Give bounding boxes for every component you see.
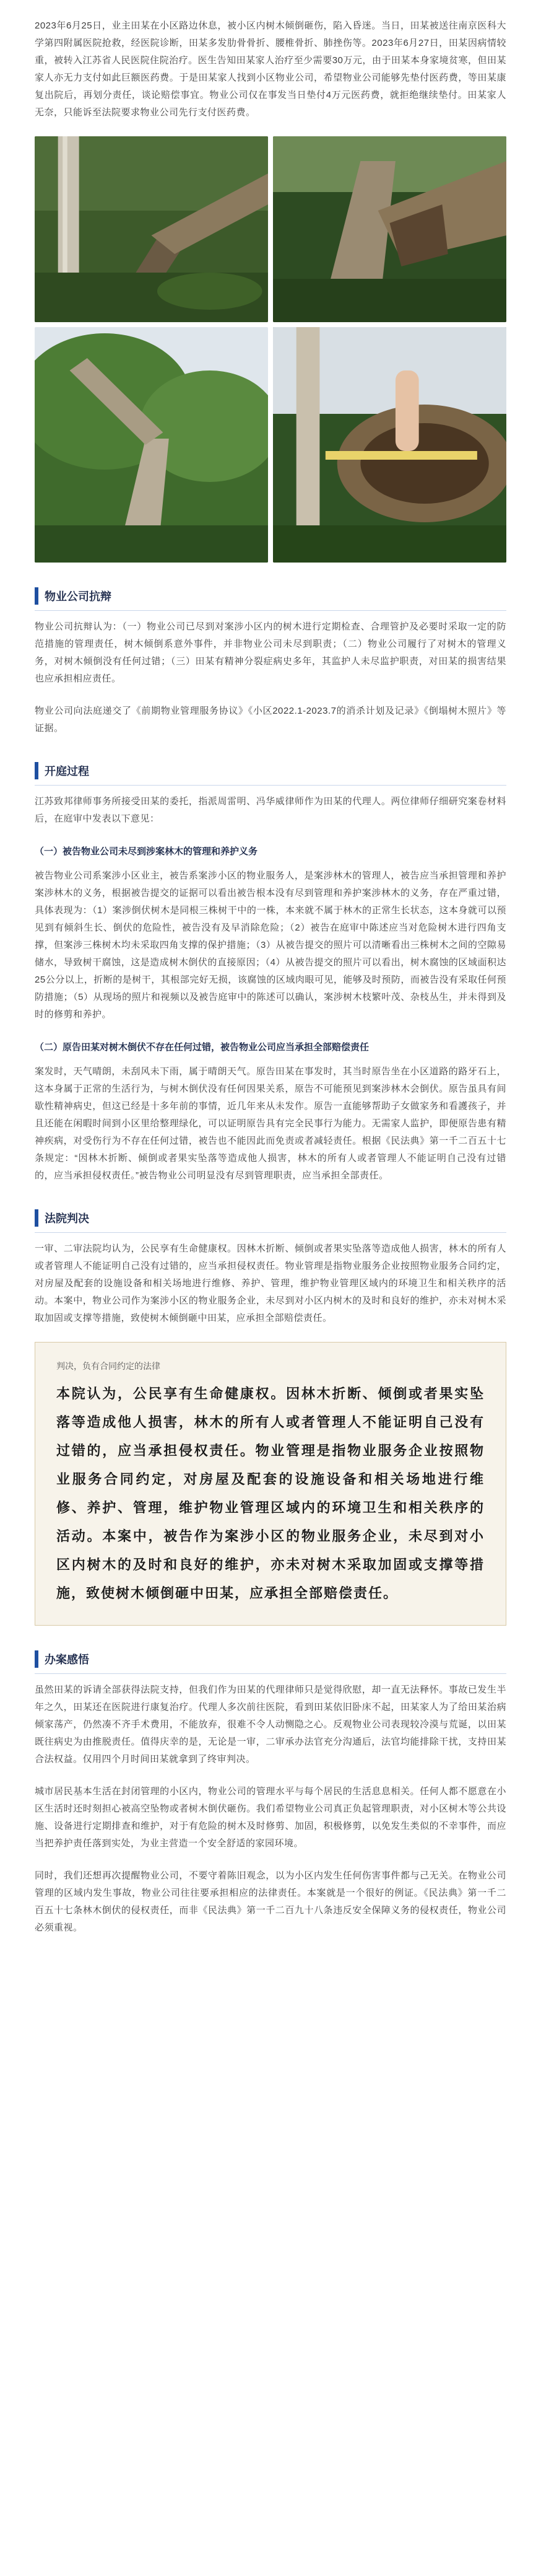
section-divider	[35, 785, 506, 786]
intro-paragraph: 2023年6月25日，业主田某在小区路边休息，被小区内树木倾倒砸伤，陷入昏迷。当日，田某被送往南京医科大学第四附属医院抢救，经医院诊断，田某多发肋骨骨折、腰椎骨折、肺挫伤等。2023年6月27日，田某因病情较重，被转入江苏省人民医院住院治疗。医生告知田某家人治疗至少需要30万元，由于田某本身家境贫寒，但田某家人亦无力支付如此巨额医药费。于是田某家人找到小区物业公司，希望物业公司能够先垫付医药费，等田某康复出院后，再划分责任，谈论赔偿事宜。物业公司仅在事发当日垫付4万元医药费，就拒绝继续垫付。田某家人无奈，只能诉至法院要求物业公司先行支付医药费。	[35, 20, 506, 118]
article	[0, 17, 541, 1976]
judgment-excerpt-text: 本院认为，公民享有生命健康权。因林木折断、倾倒或者果实坠落等造成他人损害，林木的所有人或者管理人不能证明自己没有过错的，应当承担侵权责任。物业管理是指物业服务企业按照物业服务合同约定，对房屋及配套的设施设备和相关场地进行维修、养护、管理，维护物业管理区域内的环境卫生和相关秩序的活动。本案中，被告作为案涉小区的物业服务企业，未尽到对小区内树木的及时和良好的维护，亦未对树木采取加固或支撑等措施，致使树木倾倒砸中田某，应承担全部赔偿责任。	[56, 1386, 485, 1601]
section-title: 办案感悟	[45, 1654, 89, 1666]
defense-paragraph-1: 物业公司抗辩认为：（一）物业公司已尽到对案涉小区内的树木进行定期检查、合理管护及必要时采取一定的防范措施的管理责任，树木倾倒系意外事件，并非物业公司未尽到职责；（二）物业公司履行了对树木的管理义务，对树木倾倒没有任何过错；（三）田某有精神分裂症病史多年，其监护人未尽监护职责，对田某的损害结果也应承担相应责任。	[35, 621, 506, 684]
section-divider	[35, 1232, 506, 1233]
hearing-paragraph-1: 江苏致邦律师事务所接受田某的委托，指派周雷明、冯华威律师作为田某的代理人。两位律师仔细研究案卷材料后，在庭审中发表以下意见：	[35, 796, 506, 824]
judgment-paragraph-1: 一审、二审法院均认为，公民享有生命健康权。因林木折断、倾倒或者果实坠落等造成他人损害，林木的所有人或者管理人不能证明自己没有过错的，应当承担侵权责任。物业管理是指物业服务企业按照物业服务合同约定，对房屋及配套的设施设备和相关场地进行维修、养护、管理，维护物业管理区域内的环境卫生和相关秩序的活动。本案中，物业公司作为案涉小区的物业服务企业，未尽到对小区内树木的及时和良好的维护，亦未对树木采取加固或支撑等措施，致使树木倾倒砸中田某，应承担全部赔偿责任。	[35, 1243, 506, 1323]
reflection-paragraph-3: 同时，我们还想再次提醒物业公司，不要守着陈旧观念，以为小区内发生任何伤害事件都与己无关。在物业公司管理的区域内发生事故，物业公司往往要承担相应的法律责任。本案就是一个很好的例证。《民法典》第一千二百五十七条林木倒伏的侵权责任，而非《民法典》第一千二百九十八条违反安全保障义务的侵权责任，物业公司必须重视。	[35, 1870, 506, 1933]
judgment-excerpt-image	[35, 1342, 506, 1626]
section-header-judgment	[35, 1207, 506, 1229]
photo-fallen-tree-wide	[35, 327, 268, 563]
section-bar	[35, 587, 38, 605]
section-header-reflection	[35, 1648, 506, 1670]
section-divider	[35, 610, 506, 611]
section-bar	[35, 762, 38, 779]
section-title: 开庭过程	[45, 765, 89, 778]
section-divider	[35, 1673, 506, 1674]
section-header-defense	[35, 585, 506, 607]
hearing-subheading-2: （二）原告田某对树木倒伏不存在任何过错，被告物业公司应当承担全部赔偿责任	[35, 1042, 370, 1053]
photo-broken-trunk-closeup	[273, 136, 506, 322]
section-header-hearing	[35, 760, 506, 782]
photo-grid	[35, 136, 506, 563]
section-title: 物业公司抗辩	[45, 590, 111, 603]
hearing-paragraph-2: 被告物业公司系案涉小区业主，被告系案涉小区的物业服务人，是案涉林木的管理人，被告应当承担管理和养护案涉林木的义务，根据被告提交的证据可以看出被告根本没有尽到管理和养护案涉林木的义务，存在严重过错，具体表现为：（1）案涉倒伏树木是同根三株树干中的一株，本来就不属于林木的正常生长状态，这本身就可以预见到有倾斜生长、倒伏的危险性，被告没有及早消除危险；（2）被告在庭审中陈述应当对危险树木进行四角支撑，但案涉三株树木均未采取四角支撑的保护措施；（3）从被告提交的照片可以清晰看出三株树木之间的空隙易储水，导致树干腐蚀，这是造成树木倒伏的直接原因；（4）从被告提交的照片可以看出，树木腐蚀的区域面积达25公分以上，折断的是树干，其根部完好无损，该腐蚀的区域肉眼可见，能够及时预防，而被告没有采取任何预防措施；（5）从现场的照片和视频以及被告庭审中的陈述可以确认，案涉树木枝繁叶茂、杂枝丛生，并未得到及时的修剪和养护。	[35, 870, 506, 1020]
reflection-paragraph-2: 城市居民基本生活在封闭管理的小区内，物业公司的管理水平与每个居民的生活息息相关。任何人都不愿意在小区生活时还时刻担心被高空坠物或者树木倒伏砸伤。我们希望物业公司真正负起管理职责，对小区树木等公共设施、设备进行定期排查和维护，对于有危险的树木及时修剪、加固，积极修剪，以免发生类似的不幸事件，而应当把养护责任落到实处，为业主营造一个安全舒适的家园环境。	[35, 1786, 506, 1849]
photo-fallen-trunk-grass	[35, 136, 268, 322]
defense-paragraph-2: 物业公司向法庭递交了《前期物业管理服务协议》《小区2022.1-2023.7的消杀计划及记录》《倒塌树木照片》等证据。	[35, 706, 506, 734]
section-bar	[35, 1650, 38, 1668]
hearing-paragraph-3: 案发时，天气晴朗，未刮风未下雨，属于晴朗天气。原告田某在事发时，其当时原告坐在小区道路的路牙石上，这本身属于正常的生活行为，与树木倒伏没有任何因果关系，原告不可能预见到案涉林木会倒伏。原告虽具有间歇性精神病史，但这已经是十多年前的事情，近几年来从未发作。原告一直能够帮助子女做家务和看護孩子，并且还能在闲暇时间到小区里给整理绿化，可以证明原告具有完全民事行为能力。无需家人监护，即便原告患有精神疾病，对受伤行为不存在任何过错，被告也不能因此而免责或者减轻责任。根据《民法典》第一千二百五十七条规定：“因林木折断、倾倒或者果实坠落等造成他人损害，林木的所有人或者管理人不能证明自己没有过错的，应当承担侵权责任。”被告物业公司明显没有尽到管理职责，应当承担全部责任。	[35, 1066, 506, 1181]
hearing-subheading-1: （一）被告物业公司未尽到涉案林木的管理和养护义务	[35, 846, 258, 857]
section-title: 法院判决	[45, 1212, 89, 1225]
judgment-excerpt-lead: 判决，负有合同约定的法律	[56, 1362, 160, 1372]
section-bar	[35, 1209, 38, 1227]
reflection-paragraph-1: 虽然田某的诉请全部获得法院支持，但我们作为田某的代理律师只是觉得欣慰，却一直无法释怀。事故已发生半年之久，田某还在医院进行康复治疗。代理人多次前往医院，看到田某依旧卧床不起，田某家人为了给田某治病倾家荡产，仍然凑不齐手术费用，不能放弃，很难不令人动恻隐之心。反观物业公司表现较冷漠与荒诞，以田某既往病史为由推脱责任。值得庆幸的是，无论是一审，二审承办法官充分沟通后，法官均能排除干扰，支持田某合法权益。仅用四个月时间田某就拿到了终审判决。	[35, 1684, 506, 1764]
photo-trunk-measurement	[273, 327, 506, 563]
